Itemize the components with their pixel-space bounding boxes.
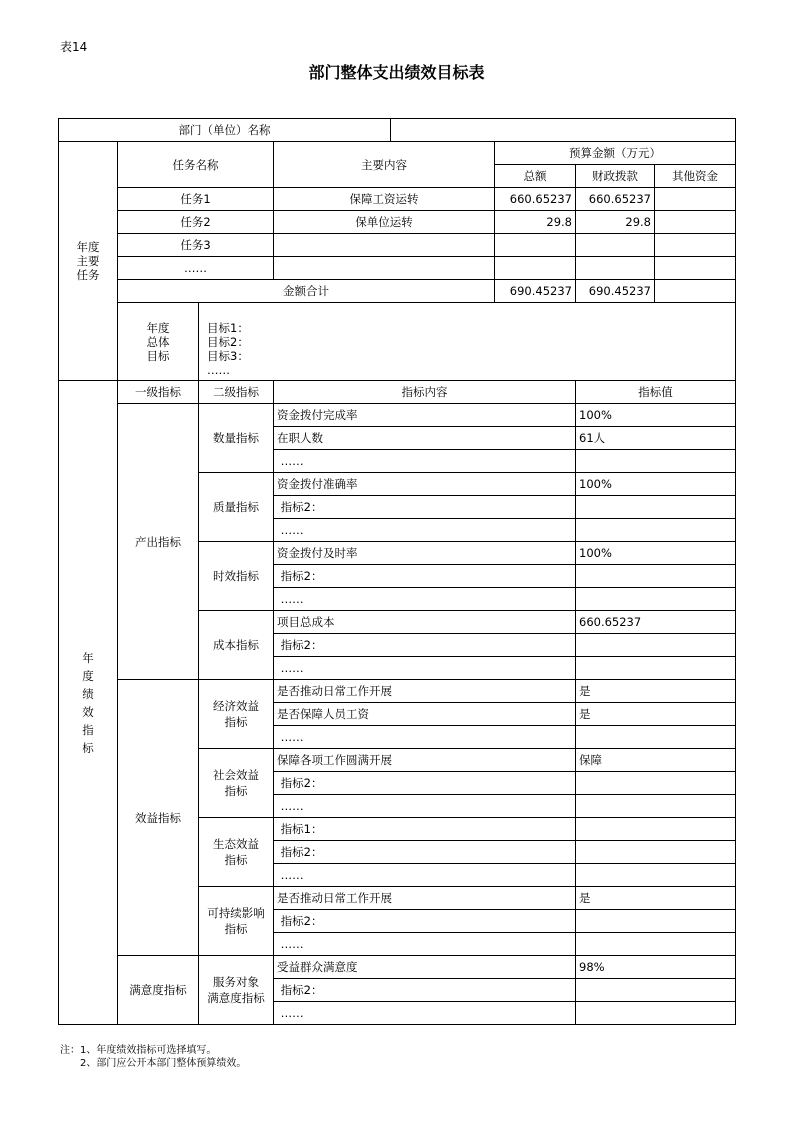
indicator-value	[576, 657, 736, 680]
annual-tasks-label: 年度 主要 任务	[59, 142, 118, 381]
indicator-value	[576, 979, 736, 1002]
table-row	[59, 303, 736, 381]
indicator-content: 项目总成本	[274, 611, 576, 634]
indicator-value	[576, 795, 736, 818]
indicator-content: ……	[274, 864, 576, 887]
fiscal-header: 财政拨款	[576, 165, 655, 188]
table-row	[59, 381, 736, 404]
task-other	[655, 211, 736, 234]
table-row	[59, 404, 736, 427]
table-row	[59, 234, 736, 257]
task-name: ……	[118, 257, 274, 280]
task-content	[274, 257, 495, 280]
indicator-content: 资金拨付完成率	[274, 404, 576, 427]
indicator-value	[576, 910, 736, 933]
dept-name-value	[391, 119, 736, 142]
indicator-value	[576, 1002, 736, 1025]
indicator-content: 指标2：	[274, 634, 576, 657]
indicator-content: 是否推动日常工作开展	[274, 887, 576, 910]
task-name: 任务3	[118, 234, 274, 257]
indicator-content: 是否推动日常工作开展	[274, 680, 576, 703]
other-funds-header: 其他资金	[655, 165, 736, 188]
task-other	[655, 234, 736, 257]
indicator-content: 指标2：	[274, 496, 576, 519]
indicator-content: 保障各项工作圆满开展	[274, 749, 576, 772]
table-row	[59, 188, 736, 211]
task-total: 660.65237	[495, 188, 576, 211]
indicator-content: 受益群众满意度	[274, 956, 576, 979]
indicator-value	[576, 864, 736, 887]
indicator-value	[576, 450, 736, 473]
task-total	[495, 234, 576, 257]
indicator-value	[576, 565, 736, 588]
level2-indicator: 服务对象 满意度指标	[199, 956, 274, 1025]
table-row	[59, 257, 736, 280]
indicator-value-header: 指标值	[576, 381, 736, 404]
level1-indicator: 满意度指标	[118, 956, 199, 1025]
task-name-header: 任务名称	[118, 142, 274, 188]
performance-target-table	[58, 118, 736, 1025]
indicator-content: ……	[274, 588, 576, 611]
level1-indicator: 效益指标	[118, 680, 199, 956]
task-total	[495, 257, 576, 280]
indicator-content: 指标2：	[274, 772, 576, 795]
dept-name-label: 部门（单位）名称	[59, 119, 391, 142]
level2-header: 二级指标	[199, 381, 274, 404]
main-content-header: 主要内容	[274, 142, 495, 188]
task-fiscal: 660.65237	[576, 188, 655, 211]
indicator-content: 资金拨付及时率	[274, 542, 576, 565]
indicator-value	[576, 933, 736, 956]
task-name: 任务2	[118, 211, 274, 234]
table-number: 表14	[60, 40, 88, 54]
indicator-value	[576, 772, 736, 795]
level2-indicator: 经济效益 指标	[199, 680, 274, 749]
indicator-content-header: 指标内容	[274, 381, 576, 404]
table-row	[59, 956, 736, 979]
indicator-value: 是	[576, 703, 736, 726]
indicator-value	[576, 634, 736, 657]
sum-total: 690.45237	[495, 280, 576, 303]
footnote-2: 2、部门应公开本部门整体预算绩效。	[80, 1058, 247, 1069]
indicator-content: 指标2：	[274, 910, 576, 933]
performance-indicators-label: 年 度 绩 效 指 标	[59, 381, 118, 1025]
task-content	[274, 234, 495, 257]
indicator-content: 是否保障人员工资	[274, 703, 576, 726]
indicator-value: 是	[576, 887, 736, 910]
indicator-content: ……	[274, 657, 576, 680]
indicator-value	[576, 588, 736, 611]
indicator-content: 指标2：	[274, 841, 576, 864]
table-row	[59, 280, 736, 303]
total-header: 总额	[495, 165, 576, 188]
indicator-content: ……	[274, 795, 576, 818]
annual-goals-text: 目标1： 目标2： 目标3： ……	[199, 303, 736, 381]
task-fiscal	[576, 257, 655, 280]
indicator-value	[576, 841, 736, 864]
task-name: 任务1	[118, 188, 274, 211]
indicator-content: ……	[274, 933, 576, 956]
indicator-value: 是	[576, 680, 736, 703]
indicator-value	[576, 519, 736, 542]
indicator-content: ……	[274, 519, 576, 542]
indicator-value	[576, 726, 736, 749]
task-content: 保单位运转	[274, 211, 495, 234]
sum-label: 金额合计	[118, 280, 495, 303]
task-fiscal	[576, 234, 655, 257]
budget-header: 预算金额（万元）	[495, 142, 736, 165]
sum-fiscal: 690.45237	[576, 280, 655, 303]
indicator-value: 98%	[576, 956, 736, 979]
indicator-content: 指标1：	[274, 818, 576, 841]
sum-other	[655, 280, 736, 303]
task-total: 29.8	[495, 211, 576, 234]
document-title: 部门整体支出绩效目标表	[308, 63, 485, 82]
level1-indicator: 产出指标	[118, 404, 199, 680]
level2-indicator: 成本指标	[199, 611, 274, 680]
level2-indicator: 可持续影响 指标	[199, 887, 274, 956]
table-row	[59, 680, 736, 703]
task-other	[655, 257, 736, 280]
level2-indicator: 时效指标	[199, 542, 274, 611]
indicator-value: 100%	[576, 404, 736, 427]
footnotes	[60, 1044, 246, 1070]
annual-goals-label: 年度 总体 目标	[118, 303, 199, 381]
indicator-value: 100%	[576, 542, 736, 565]
table-row	[59, 119, 736, 142]
indicator-value: 660.65237	[576, 611, 736, 634]
indicator-value	[576, 496, 736, 519]
level1-header: 一级指标	[118, 381, 199, 404]
indicator-content: ……	[274, 450, 576, 473]
indicator-content: 指标2：	[274, 979, 576, 1002]
task-other	[655, 188, 736, 211]
table-row	[59, 211, 736, 234]
task-content: 保障工资运转	[274, 188, 495, 211]
indicator-value: 保障	[576, 749, 736, 772]
task-fiscal: 29.8	[576, 211, 655, 234]
level2-indicator: 社会效益 指标	[199, 749, 274, 818]
footnote-1: 注：1、年度绩效指标可选择填写。	[60, 1045, 217, 1056]
indicator-value	[576, 818, 736, 841]
indicator-content: ……	[274, 1002, 576, 1025]
indicator-value: 100%	[576, 473, 736, 496]
table-row	[59, 142, 736, 165]
indicator-content: 指标2：	[274, 565, 576, 588]
indicator-content: 在职人数	[274, 427, 576, 450]
indicator-content: ……	[274, 726, 576, 749]
indicator-value: 61人	[576, 427, 736, 450]
level2-indicator: 生态效益 指标	[199, 818, 274, 887]
indicator-content: 资金拨付准确率	[274, 473, 576, 496]
level2-indicator: 质量指标	[199, 473, 274, 542]
level2-indicator: 数量指标	[199, 404, 274, 473]
